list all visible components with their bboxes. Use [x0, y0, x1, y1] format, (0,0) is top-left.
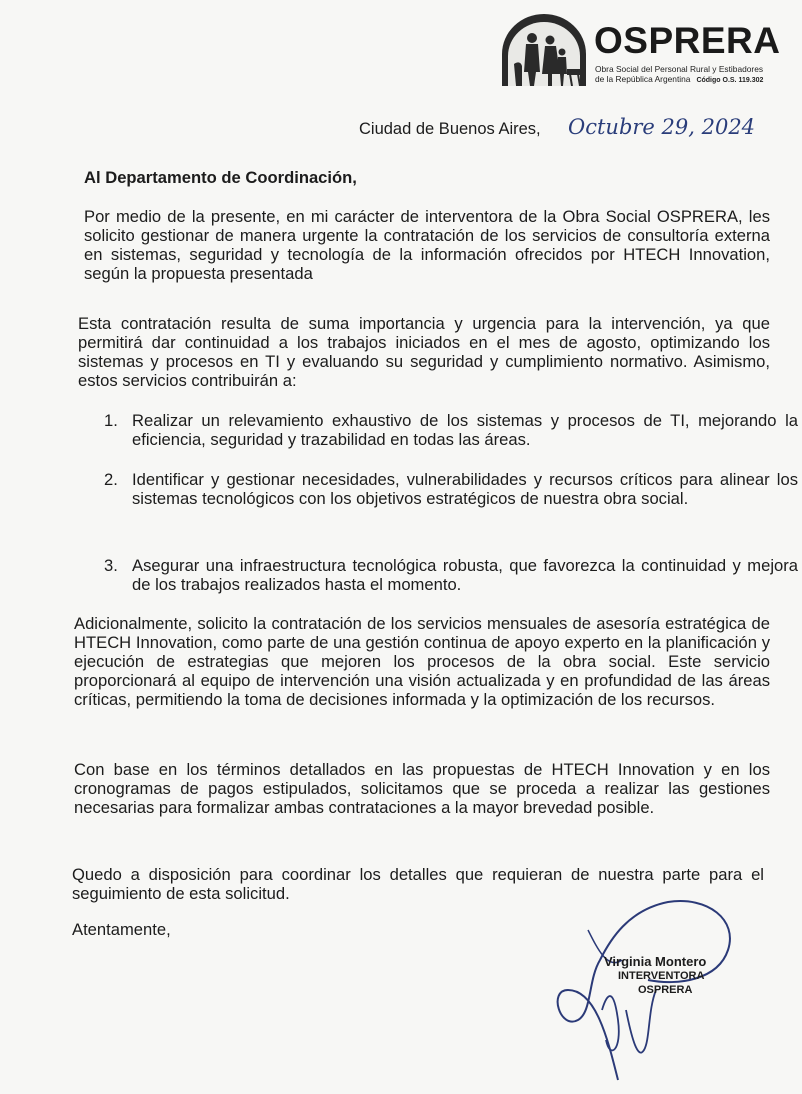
list-item-number: 1. — [104, 411, 118, 430]
list-item-number: 2. — [104, 470, 118, 489]
paragraph-3: Adicionalmente, solicito la contratación de los servicios mensuales de asesoría estratégica de HTECH Innovation, como parte de una gestión continua de apoyo experto en la planificación y ejecución de estrategias que mejoren los procesos de la obra social. Este servicio proporcionará al equipo de intervención una visión actualizada y en profundidad de las áreas críticas, permitiendo la toma de decisiones informada y la optimización de los recursos. — [74, 614, 770, 709]
letterhead — [500, 14, 796, 86]
paragraph-1: Por medio de la presente, en mi carácter de interventora de la Obra Social OSPRERA, les solicito gestionar de manera urgente la contratación de los servicios de consultoría externa en sistemas, seguridad y tecnología de la información ofrecidos por HTECH Innovation, según la propuesta presentada — [84, 207, 770, 283]
list-item-number: 3. — [104, 556, 118, 575]
list-item-text: Asegurar una infraestructura tecnológica robusta, que favorezca la continuidad y mejora de los trabajos realizados hasta el momento. — [132, 556, 798, 594]
handwritten-date — [566, 108, 766, 144]
list-item-text: Identificar y gestionar necesidades, vulnerabilidades y recursos críticos para alinear los sistemas tecnológicos con los objetivos estratégicos de nuestra obra social. — [132, 470, 798, 508]
stamp-name: Virginia Montero — [604, 954, 707, 969]
brand-subtitle-line1: Obra Social del Personal Rural y Estibadores — [595, 64, 764, 74]
handwritten-date-text: Octubre 29, 2024 — [568, 115, 756, 139]
brand-name: OSPRERA — [594, 20, 781, 61]
date-place: Ciudad de Buenos Aires, — [359, 120, 541, 138]
brand-code: Código O.S. 119.302 — [696, 77, 764, 84]
list-item — [104, 411, 798, 449]
list-item — [104, 470, 798, 508]
paragraph-4: Con base en los términos detallados en las propuestas de HTECH Innovation y en los cronogramas de pagos estipulados, solicitamos que se proceda a realizar las gestiones necesarias para formalizar ambas contrataciones a la mayor brevedad posible. — [74, 760, 770, 817]
list-item-text: Realizar un relevamiento exhaustivo de los sistemas y procesos de TI, mejorando la eficiencia, seguridad y trazabilidad en todas las áreas. — [132, 411, 798, 449]
signature-stamp — [604, 955, 706, 997]
paragraph-2: Esta contratación resulta de suma importancia y urgencia para la intervención, ya que permitirá dar continuidad a los trabajos iniciados en el mes de agosto, optimizando los sistemas y procesos en TI y evaluando su seguridad y cumplimiento normativo. Asimismo, estos servicios contribuirán a: — [78, 314, 770, 390]
brand-subtitle-line2-text: de la República Argentina — [595, 74, 691, 84]
closing: Atentamente, — [72, 920, 171, 939]
paragraph-5: Quedo a disposición para coordinar los detalles que requieran de nuestra parte para el seguimiento de esta solicitud. — [72, 865, 764, 903]
list-item — [104, 556, 798, 594]
osprera-logo-icon — [500, 14, 588, 86]
stamp-role: INTERVENTORA — [618, 970, 705, 982]
stamp-org: OSPRERA — [638, 984, 693, 996]
brand-subtitle-line2 — [595, 74, 763, 84]
greeting: Al Departamento de Coordinación, — [84, 168, 357, 187]
